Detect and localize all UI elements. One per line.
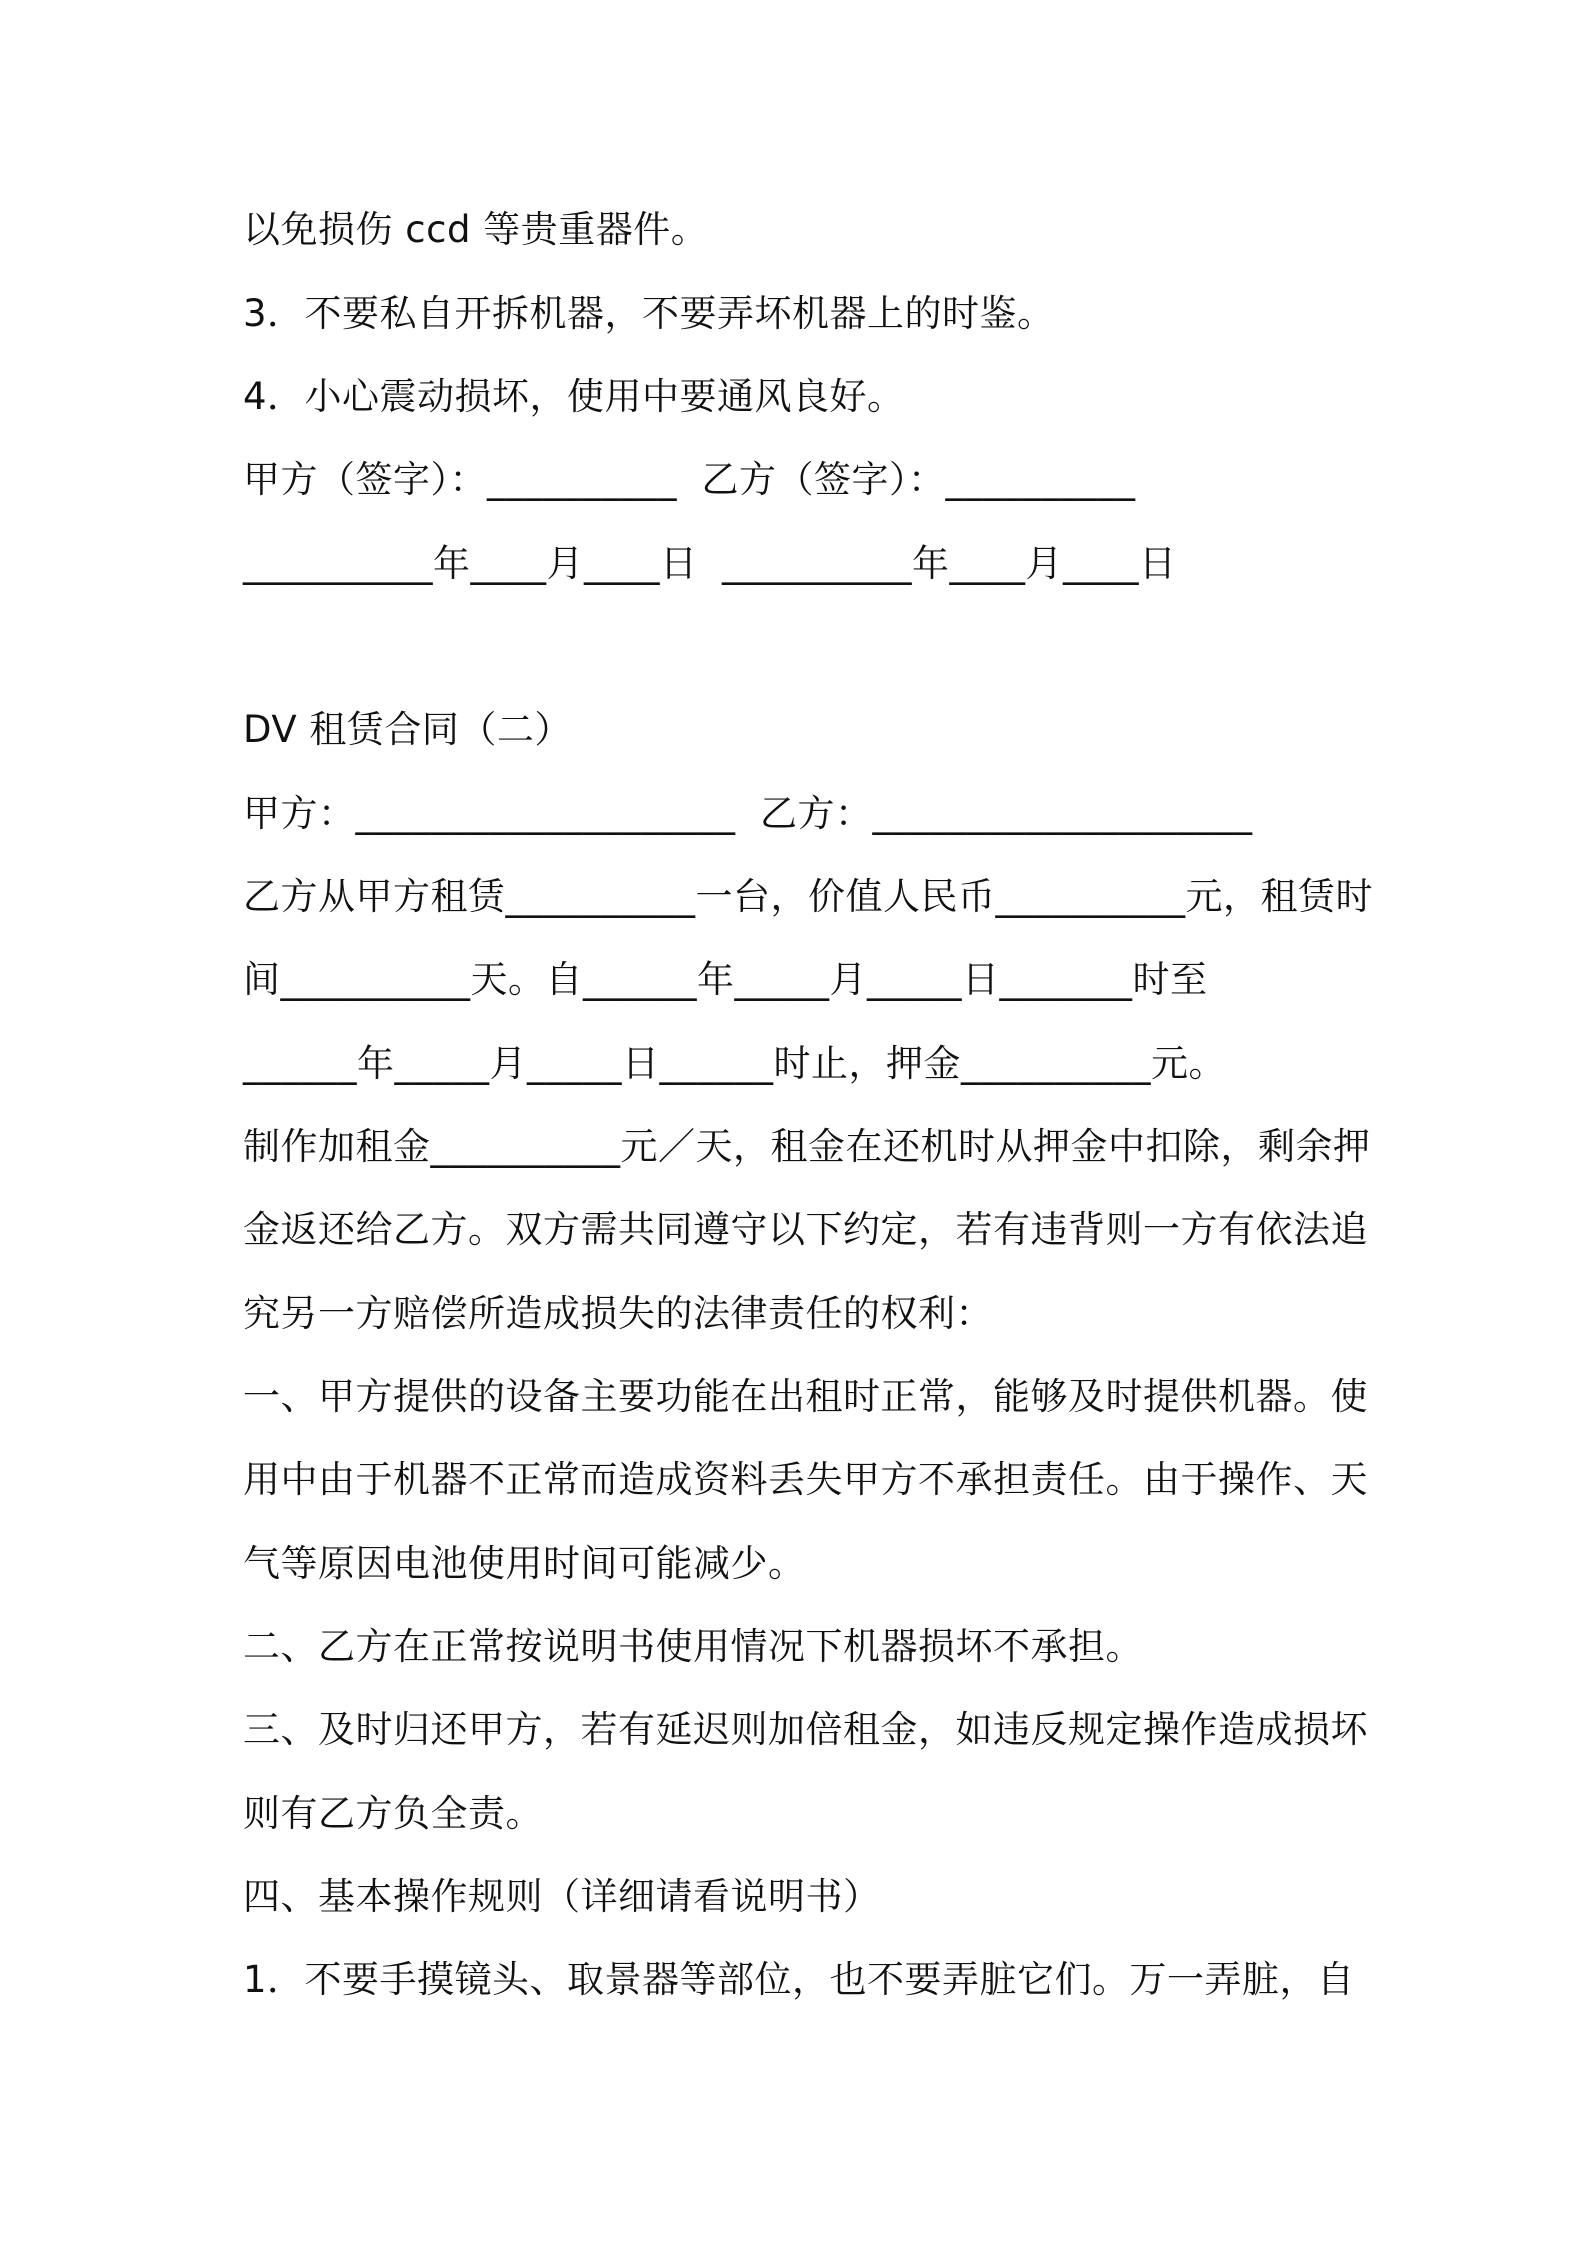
text-line-rule-3: 3．不要私自开拆机器，不要弄坏机器上的时鉴。	[243, 292, 1055, 335]
text-line-rule-4: 4．小心震动损坏，使用中要通风良好。	[243, 375, 905, 418]
rule-1-line: 1．不要手摸镜头、取景器等部位，也不要弄脏它们。万一弄脏，自	[243, 1958, 1355, 2001]
signature-line: 甲方（签字）：__________ 乙方（签字）：__________	[243, 458, 1136, 501]
paragraph-line: 究另一方赔偿所造成损失的法律责任的权利：	[243, 1292, 993, 1335]
clause-1-line: 用中由于机器不正常而造成资料丢失甲方不承担责任。由于操作、天	[243, 1458, 1368, 1501]
clause-1-line: 一、甲方提供的设备主要功能在出租时正常，能够及时提供机器。使	[243, 1375, 1368, 1418]
clause-2-line: 二、乙方在正常按说明书使用情况下机器损坏不承担。	[243, 1625, 1143, 1668]
paragraph-line: 金返还给乙方。双方需共同遵守以下约定，若有违背则一方有依法追	[243, 1208, 1368, 1251]
paragraph-line: ______年_____月_____日______时止，押金__________元。	[243, 1042, 1226, 1085]
parties-line: 甲方：____________________ 乙方：____________________	[243, 792, 1253, 835]
text-line-ccd: 以免损伤 ccd 等贵重器件。	[243, 208, 709, 251]
paragraph-line: 乙方从甲方租赁__________一台，价值人民币__________元，租赁时	[243, 875, 1373, 918]
paragraph-line: 间__________天。自______年_____月_____日_______时至	[243, 958, 1208, 1001]
date-line: __________年____月____日 __________年____月____日	[243, 542, 1177, 585]
contract-title: DV 租赁合同（二）	[243, 708, 572, 751]
clause-3-line: 三、及时归还甲方，若有延迟则加倍租金，如违反规定操作造成损坏	[243, 1708, 1368, 1751]
clause-1-line: 气等原因电池使用时间可能减少。	[243, 1542, 806, 1585]
clause-4-heading: 四、基本操作规则（详细请看说明书）	[243, 1875, 881, 1918]
clause-3-line: 则有乙方负全责。	[243, 1792, 543, 1835]
paragraph-line: 制作加租金__________元／天，租金在还机时从押金中扣除，剩余押	[243, 1125, 1371, 1168]
